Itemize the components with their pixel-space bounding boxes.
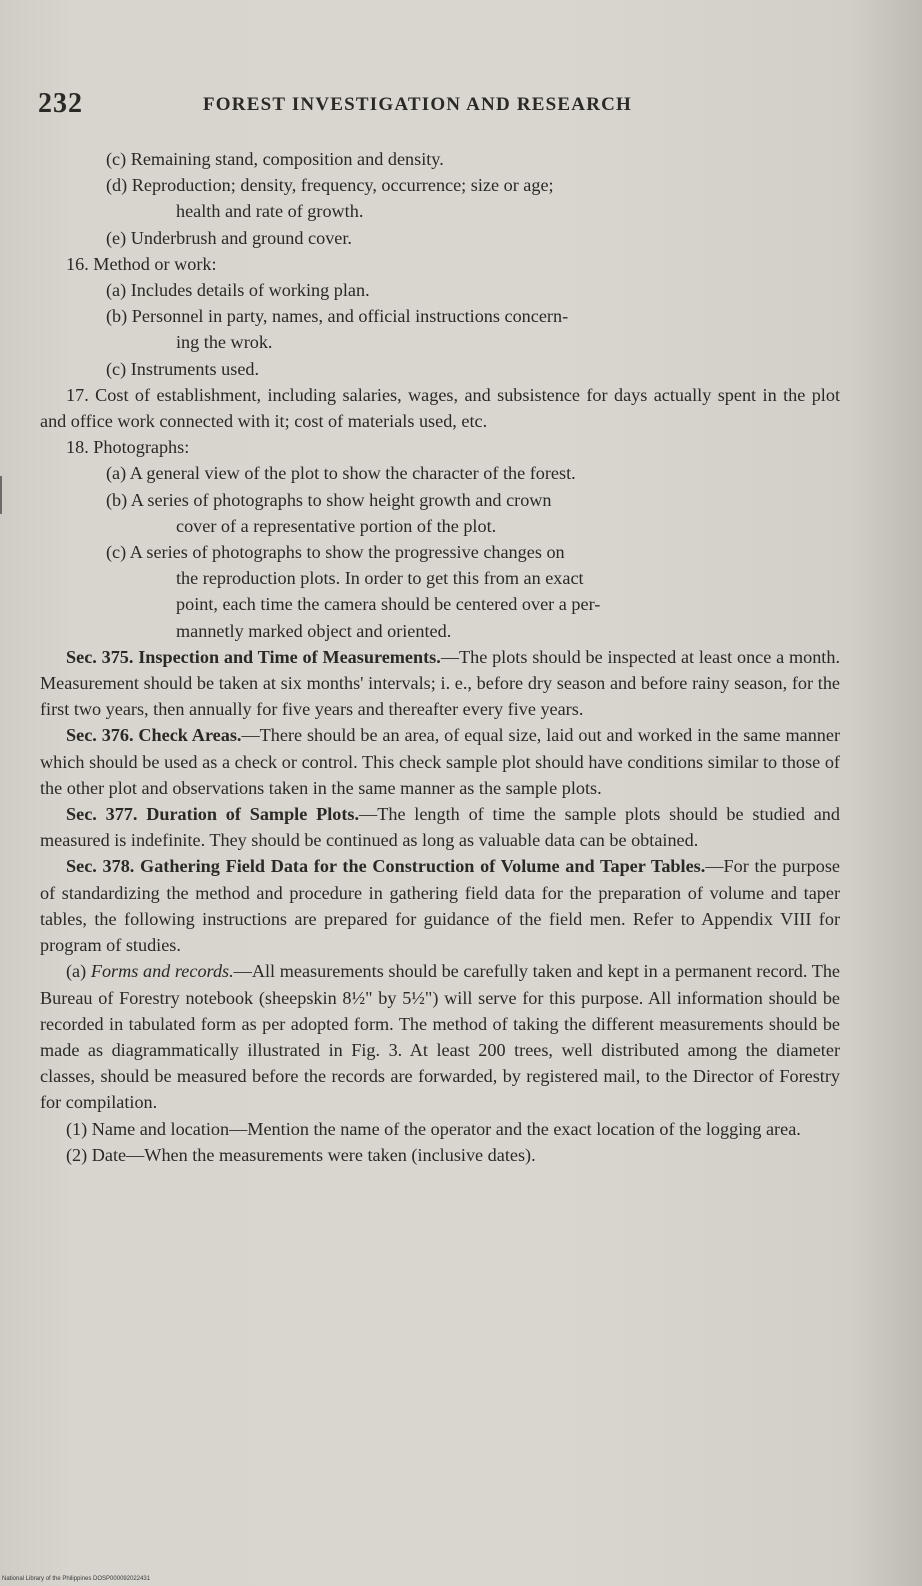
library-footer-note: National Library of the Philippines DOSP000092022431 <box>2 1576 151 1582</box>
item-16c: (c) Instruments used. <box>106 358 260 379</box>
item-17: 17. Cost of establishment, including salaries, wages, and subsistence for days actually spent in the plot and office work connected with it; cost of materials used, etc. <box>40 384 840 432</box>
section-375 <box>40 644 840 723</box>
item-18-title: 18. Photographs: <box>66 437 190 458</box>
page-number: 232 <box>38 88 83 119</box>
section-375-text: —The plots should be inspected at least once a month. Measurement should be taken at six months' intervals; i. e., before dry season and before rainy season, for the first two years, then annually for five years and thereafter every five years. <box>40 646 840 720</box>
section-376 <box>40 722 840 801</box>
section-378 <box>40 853 840 958</box>
item-18c-line4: mannetly marked object and oriented. <box>176 620 452 641</box>
page-header <box>38 88 878 128</box>
item-18b-line1: (b) A series of photographs to show height growth and crown <box>106 489 552 510</box>
item-16a: (a) Includes details of working plan. <box>106 280 370 301</box>
item-16b-line1: (b) Personnel in party, names, and official instructions concern- <box>106 306 569 327</box>
item-15d-line1: (d) Reproduction; density, frequency, occurrence; size or age; <box>106 175 554 196</box>
section-377-heading: Sec. 377. Duration of Sample Plots. <box>66 804 360 825</box>
item-18c-line3: point, each time the camera should be centered over a per- <box>176 594 601 615</box>
section-378a <box>40 958 840 1115</box>
section-377 <box>40 801 840 853</box>
item-18a: (a) A general view of the plot to show the character of the forest. <box>106 463 576 484</box>
section-378a-text: —All measurements should be carefully taken and kept in a permanent record. The Bureau of Forestry notebook (sheepskin 8½" by 5½") will serve for this purpose. All information should be recorded in tabulated form as per adopted form. The method of taking the different measurements should be made as diagrammatically illustrated in Fig. 3. At least 200 trees, well distributed among the diameter classes, should be measured before the records are forwarded, by registered mail, to the Director of Forestry for compilation. <box>40 961 841 1113</box>
section-376-text: —There should be an area, of equal size, laid out and worked in the same manner which should be used as a check or control. This check sample plot should have conditions similar to those of the other plot and observations taken in the same manner as the sample plots. <box>40 725 841 798</box>
section-378a-item-1: (1) Name and location—Mention the name of the operator and the exact location of the logging area. <box>66 1118 801 1139</box>
section-376-heading: Sec. 376. Check Areas. <box>66 725 242 746</box>
item-16-title: 16. Method or work: <box>66 253 217 274</box>
page-body <box>40 146 840 1168</box>
margin-mark <box>0 476 2 514</box>
item-18c-line1: (c) A series of photographs to show the progressive changes on <box>106 542 565 563</box>
section-378-text: —For the purpose of standardizing the method and procedure in gathering field data for the preparation of volume and taper tables, the following instructions are prepared for guidance of the field men. Refer to Appendix VIII for program of studies. <box>40 856 840 956</box>
item-15c: (c) Remaining stand, composition and density. <box>106 149 444 169</box>
item-18b-line2: cover of a representative portion of the plot. <box>176 515 497 536</box>
section-378a-title: Forms and records. <box>90 961 234 982</box>
section-378a-item-2: (2) Date—When the measurements were taken (inclusive dates). <box>66 1144 536 1165</box>
section-377-text: —The length of time the sample plots should be studied and measured is indefinite. They should be continued as long as valuable data can be obtained. <box>40 804 840 851</box>
item-16b-line2: ing the wrok. <box>176 332 273 353</box>
item-15d-line2: health and rate of growth. <box>176 201 364 222</box>
section-375-heading: Sec. 375. Inspection and Time of Measurements. <box>66 646 441 667</box>
item-15e: (e) Underbrush and ground cover. <box>106 227 352 248</box>
running-head: FOREST INVESTIGATION AND RESEARCH <box>203 94 633 115</box>
item-18c-line2: the reproduction plots. In order to get this from an exact <box>176 568 584 589</box>
section-378a-label: (a) <box>66 961 87 982</box>
section-378-heading: Sec. 378. Gathering Field Data for the Construction of Volume and Taper Tables. <box>66 856 706 877</box>
